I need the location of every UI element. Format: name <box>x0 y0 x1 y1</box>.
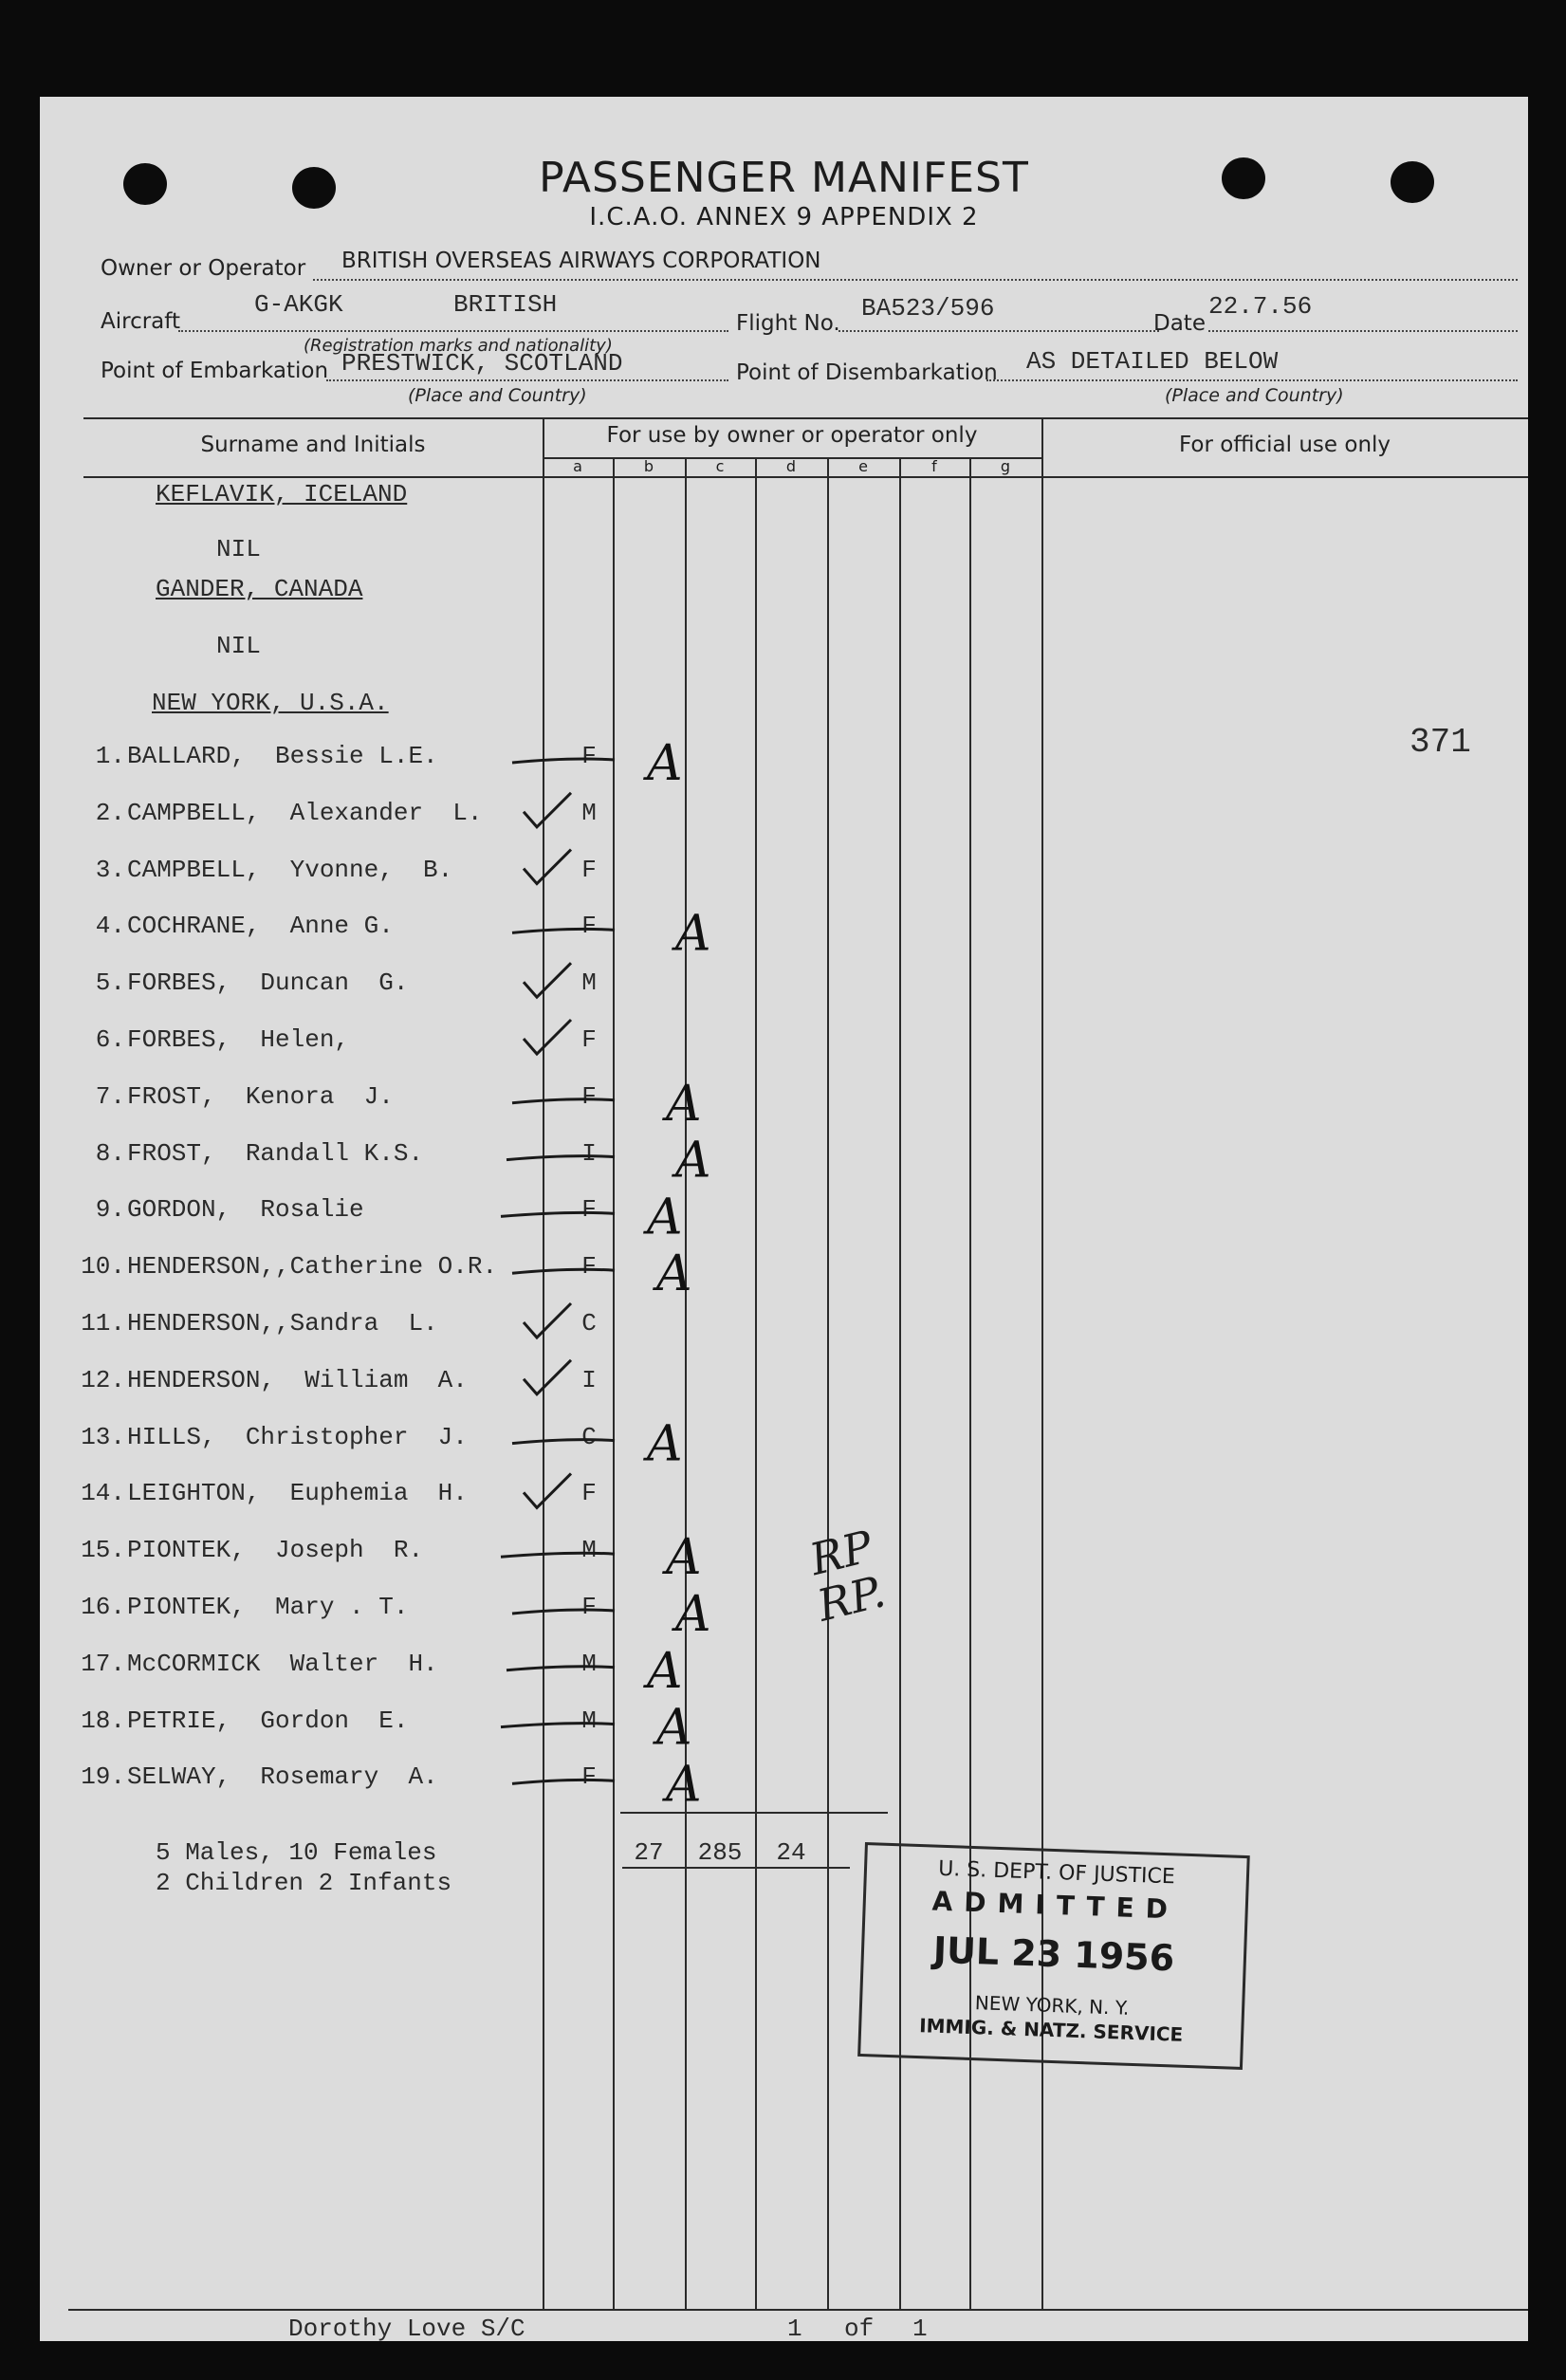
passenger-name: LEIGHTON, Euphemia H. <box>127 1479 468 1508</box>
passenger-sex: M <box>581 798 597 827</box>
passenger-sex: M <box>581 1706 597 1735</box>
passenger-sex: F <box>581 1081 597 1111</box>
passenger-sex: F <box>581 912 597 941</box>
passenger-name: BALLARD, Bessie L.E. <box>127 742 438 770</box>
passenger-name: FORBES, Duncan G. <box>127 969 409 998</box>
admit-a-mark: A <box>675 905 711 963</box>
dash-mark <box>507 1667 615 1670</box>
passenger-sex: F <box>581 1195 597 1225</box>
dash-mark <box>501 1724 615 1727</box>
passenger-sex: C <box>581 1309 597 1338</box>
passenger-number: 15. <box>81 1536 125 1565</box>
stamp-dept: U. S. DEPT. OF JUSTICE <box>937 1856 1176 1890</box>
owner-value: BRITISH OVERSEAS AIRWAYS CORPORATION <box>341 249 821 273</box>
admit-a-mark: A <box>666 1075 702 1133</box>
stamp-city: NEW YORK, N. Y. <box>974 1991 1130 2020</box>
dash-mark <box>501 1212 615 1216</box>
flight-value: BA523/596 <box>861 294 995 323</box>
passenger-sex: F <box>581 1025 597 1054</box>
subcol-e: e <box>858 457 868 475</box>
passenger-name: CAMPBELL, Alexander L. <box>127 798 483 827</box>
subcol-c: c <box>715 457 725 475</box>
dash-mark <box>512 1780 615 1783</box>
passenger-number: 13. <box>81 1422 125 1451</box>
check-mark <box>524 1360 571 1394</box>
dash-mark <box>512 1099 615 1103</box>
passenger-number: 8. <box>95 1138 125 1168</box>
dash-mark <box>512 759 615 763</box>
passenger-name: FROST, Kenora J. <box>127 1081 394 1111</box>
passenger-sex: M <box>581 1649 597 1678</box>
page-number: 1 <box>787 2315 802 2341</box>
subcol-b: b <box>643 457 654 475</box>
passenger-sex: I <box>581 1138 597 1168</box>
disembark-label: Point of Disembarkation <box>736 360 998 385</box>
date-value: 22.7.56 <box>1208 292 1313 321</box>
passenger-name: HENDERSON,,Sandra L. <box>127 1309 438 1338</box>
stop-gander: GANDER, CANADA <box>156 575 363 603</box>
stamp-service: IMMIG. & NATZ. SERVICE <box>918 2014 1184 2046</box>
passenger-name: SELWAY, Rosemary A. <box>127 1762 438 1792</box>
passenger-sex: F <box>581 1762 597 1792</box>
aircraft-nationality: BRITISH <box>453 290 558 319</box>
passenger-sex: C <box>581 1422 597 1451</box>
admit-a-mark: A <box>647 735 683 792</box>
rp-mark: RP. <box>812 1565 891 1632</box>
page-title: PASSENGER MANIFEST <box>539 154 1029 202</box>
admit-a-mark: A <box>656 1245 692 1303</box>
check-mark <box>524 850 571 884</box>
manifest-page <box>40 97 1528 2341</box>
passenger-sex: M <box>581 1536 597 1565</box>
embark-caption: (Place and Country) <box>408 385 587 406</box>
passenger-number: 18. <box>81 1706 125 1735</box>
dash-mark <box>512 1610 615 1614</box>
passenger-name: FORBES, Helen, <box>127 1025 350 1054</box>
passenger-sex: M <box>581 969 597 998</box>
page-total: 1 <box>912 2315 928 2341</box>
col-official-header: For official use only <box>1178 433 1391 457</box>
passenger-number: 11. <box>81 1309 125 1338</box>
prepared-by: Dorothy Love S/C <box>288 2315 525 2341</box>
col-operator-header: For use by owner or operator only <box>606 423 978 448</box>
flight-label: Flight No. <box>736 311 840 336</box>
stop-keflavik-note: NIL <box>216 535 261 563</box>
passenger-sex: F <box>581 1252 597 1282</box>
admit-a-mark: A <box>675 1586 711 1643</box>
total-d: 24 <box>776 1838 806 1867</box>
stamp-admitted: ADMITTED <box>931 1885 1180 1926</box>
passenger-name: HENDERSON, William A. <box>127 1365 468 1394</box>
passenger-name: HILLS, Christopher J. <box>127 1422 468 1451</box>
check-mark <box>524 793 571 827</box>
passenger-number: 19. <box>81 1762 125 1792</box>
subcol-d: d <box>785 457 797 475</box>
dash-mark <box>512 1440 615 1444</box>
official-number: 371 <box>1409 723 1471 762</box>
passenger-number: 3. <box>95 855 125 884</box>
total-c: 285 <box>697 1838 743 1867</box>
handwritten-marks <box>40 97 1528 2341</box>
stamp-date: JUL 23 1956 <box>932 1928 1175 1980</box>
passenger-name: FROST, Randall K.S. <box>127 1138 424 1168</box>
col-surname-header: Surname and Initials <box>200 433 426 457</box>
passenger-sex: I <box>581 1365 597 1394</box>
passenger-name: McCORMICK Walter H. <box>127 1649 438 1678</box>
dash-mark <box>507 1156 615 1160</box>
dash-mark <box>512 929 615 932</box>
passenger-name: PIONTEK, Joseph R. <box>127 1536 424 1565</box>
stop-gander-note: NIL <box>216 632 261 660</box>
check-mark <box>524 963 571 997</box>
passenger-number: 1. <box>95 742 125 770</box>
passenger-sex: F <box>581 1593 597 1621</box>
passenger-number: 6. <box>95 1025 125 1054</box>
dash-mark <box>501 1553 615 1557</box>
passenger-name: GORDON, Rosalie <box>127 1195 364 1225</box>
admit-a-mark: A <box>647 1642 683 1700</box>
totals-line2: 2 Children 2 Infants <box>156 1869 452 1897</box>
disembark-value: AS DETAILED BELOW <box>1026 347 1279 376</box>
total-b: 27 <box>634 1838 664 1867</box>
stop-newyork: NEW YORK, U.S.A. <box>152 689 389 717</box>
check-mark <box>524 1303 571 1338</box>
passenger-number: 16. <box>81 1593 125 1621</box>
passenger-name: HENDERSON,,Catherine O.R. <box>127 1252 498 1282</box>
page-subtitle: I.C.A.O. ANNEX 9 APPENDIX 2 <box>589 203 979 231</box>
admitted-stamp <box>857 1842 1250 2070</box>
passenger-number: 7. <box>95 1081 125 1111</box>
passenger-number: 17. <box>81 1649 125 1678</box>
admit-a-mark: A <box>656 1699 692 1757</box>
subcol-a: a <box>573 457 582 475</box>
passenger-sex: F <box>581 742 597 770</box>
passenger-number: 9. <box>95 1195 125 1225</box>
passenger-number: 2. <box>95 798 125 827</box>
aircraft-reg: G-AKGK <box>254 290 343 319</box>
admit-a-mark: A <box>666 1529 702 1587</box>
admit-a-mark: A <box>666 1756 702 1814</box>
disembark-caption: (Place and Country) <box>1165 385 1344 406</box>
totals-line1: 5 Males, 10 Females <box>156 1838 437 1867</box>
subcol-g: g <box>1000 457 1011 475</box>
passenger-number: 12. <box>81 1365 125 1394</box>
page-of: of <box>844 2315 875 2341</box>
rp-mark: RP <box>804 1520 878 1586</box>
passenger-sex: F <box>581 855 597 884</box>
date-label: Date <box>1153 311 1206 336</box>
passenger-number: 14. <box>81 1479 125 1508</box>
passenger-sex: F <box>581 1479 597 1508</box>
subcol-f: f <box>931 457 937 475</box>
passenger-name: PETRIE, Gordon E. <box>127 1706 409 1735</box>
passenger-number: 5. <box>95 969 125 998</box>
embark-value: PRESTWICK, SCOTLAND <box>341 349 623 378</box>
dash-mark <box>512 1269 615 1273</box>
passenger-name: CAMPBELL, Yvonne, B. <box>127 855 453 884</box>
owner-label: Owner or Operator <box>101 256 306 281</box>
passenger-name: PIONTEK, Mary . T. <box>127 1593 409 1621</box>
stop-keflavik: KEFLAVIK, ICELAND <box>156 480 408 508</box>
admit-a-mark: A <box>675 1132 711 1190</box>
registration-caption: (Registration marks and nationality) <box>304 336 613 356</box>
passenger-name: COCHRANE, Anne G. <box>127 912 394 941</box>
aircraft-label: Aircraft <box>101 309 180 334</box>
admit-a-mark: A <box>647 1189 683 1246</box>
passenger-number: 10. <box>81 1252 125 1282</box>
admit-a-mark: A <box>647 1415 683 1473</box>
check-mark <box>524 1020 571 1054</box>
passenger-number: 4. <box>95 912 125 941</box>
embark-label: Point of Embarkation <box>101 359 329 383</box>
check-mark <box>524 1473 571 1507</box>
